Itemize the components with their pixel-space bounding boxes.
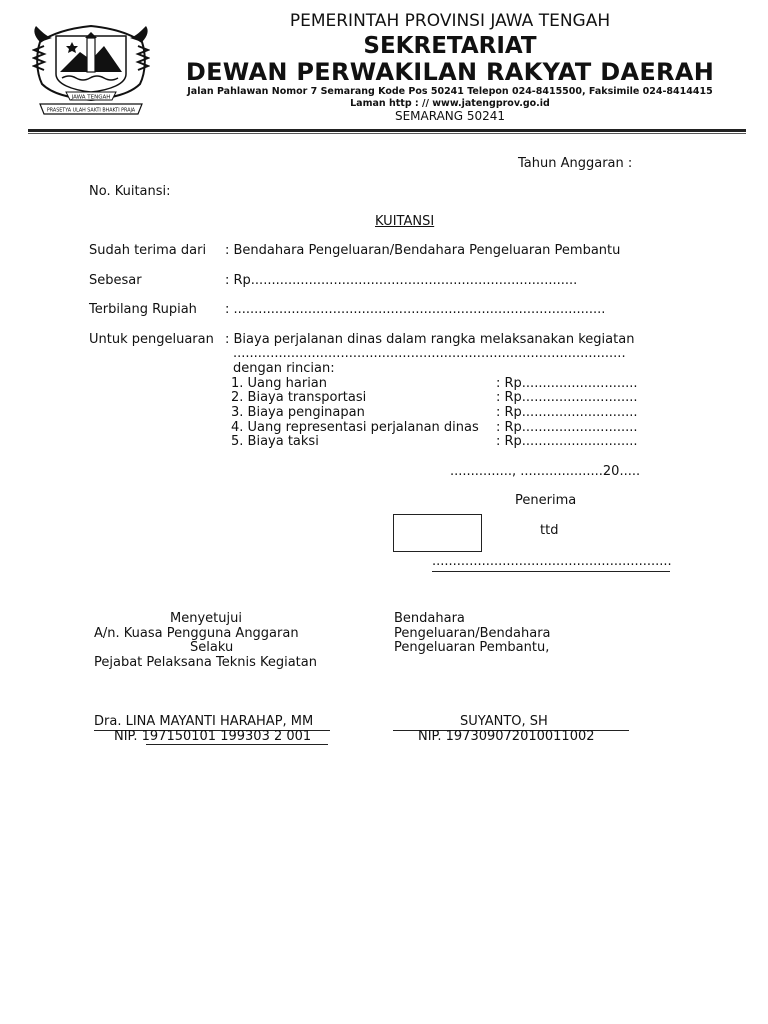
- signature-ttd: ttd: [540, 523, 559, 538]
- secretariat-title: SEKRETARIAT: [363, 33, 537, 59]
- treasurer-nip: NIP. 197309072010011002: [418, 729, 595, 744]
- detail-item-label: 4. Uang representasi perjalanan dinas: [231, 420, 479, 435]
- council-title: DEWAN PERWAKILAN RAKYAT DAERAH: [185, 58, 715, 86]
- logo-motto: PRASETYA ULAH SAKTI BHAKTI PRAJA: [46, 108, 136, 114]
- purpose-label: Untuk pengeluaran: [89, 332, 214, 347]
- amount-value: : Rp...............................................................................: [225, 273, 578, 288]
- approval-left-line3: Selaku: [190, 640, 234, 655]
- spelled-amount-value: : ..........................................................................................: [225, 302, 606, 317]
- city-line: SEMARANG 50241: [394, 109, 506, 123]
- approval-left-line1: Menyetujui: [170, 611, 242, 626]
- recipient-signature-line: [432, 571, 670, 572]
- jawa-tengah-crest-logo: [32, 22, 150, 118]
- detail-item-label: 5. Biaya taksi: [231, 434, 319, 449]
- detail-item-value: : Rp............................: [496, 420, 638, 435]
- treasurer-line3: Pengeluaran Pembantu,: [394, 640, 550, 655]
- government-name: PEMERINTAH PROVINSI JAWA TENGAH: [289, 11, 611, 31]
- treasurer-line1: Bendahara: [394, 611, 465, 626]
- logo-text: JAWA TENGAH: [71, 94, 111, 101]
- detail-item-value: : Rp............................: [496, 376, 638, 391]
- detail-item-label: 3. Biaya penginapan: [231, 405, 365, 420]
- receipt-number-label: No. Kuitansi:: [89, 184, 171, 199]
- letterhead-divider-thin: [28, 133, 746, 134]
- treasurer-name: SUYANTO, SH: [460, 714, 548, 729]
- detail-item-value: : Rp............................: [496, 434, 638, 449]
- approval-left-line2: A/n. Kuasa Pengguna Anggaran: [94, 626, 299, 641]
- document-title: KUITANSI: [375, 214, 435, 229]
- approver-nip-underline: [146, 744, 328, 745]
- detail-item-label: 1. Uang harian: [231, 376, 328, 391]
- treasurer-line2: Pengeluaran/Bendahara: [394, 626, 551, 641]
- approver-name: Dra. LINA MAYANTI HARAHAP, MM: [94, 714, 314, 729]
- details-label: dengan rincian:: [233, 361, 335, 376]
- purpose-dots: ...............................................................................................: [233, 346, 626, 361]
- address-line: Jalan Pahlawan Nomor 7 Semarang Kode Pos 50241 Telepon 024-8415500, Faksimile 024-8414415: [187, 86, 713, 97]
- received-from-label: Sudah terima dari: [89, 243, 207, 258]
- approver-nip: NIP. 197150101 199303 2 001: [114, 729, 312, 744]
- detail-item-label: 2. Biaya transportasi: [231, 390, 367, 405]
- recipient-label: Penerima: [515, 493, 577, 508]
- recipient-signature-dots: ..........................................................: [432, 554, 672, 569]
- amount-label: Sebesar: [89, 273, 142, 288]
- detail-item-value: : Rp............................: [496, 390, 638, 405]
- letterhead-divider-thick: [28, 129, 746, 132]
- fiscal-year-label: Tahun Anggaran :: [518, 156, 633, 171]
- place-date: ..............., ....................20.....: [450, 464, 641, 479]
- purpose-value: : Biaya perjalanan dinas dalam rangka melaksanakan kegiatan: [225, 332, 635, 347]
- website-line: Laman http : // www.jatengprov.go.id: [350, 98, 550, 109]
- detail-item-value: : Rp............................: [496, 405, 638, 420]
- spelled-amount-label: Terbilang Rupiah: [89, 302, 197, 317]
- stamp-box: [393, 514, 482, 552]
- received-from-value: : Bendahara Pengeluaran/Bendahara Pengeluaran Pembantu: [225, 243, 621, 258]
- approval-left-line4: Pejabat Pelaksana Teknis Kegiatan: [94, 655, 317, 670]
